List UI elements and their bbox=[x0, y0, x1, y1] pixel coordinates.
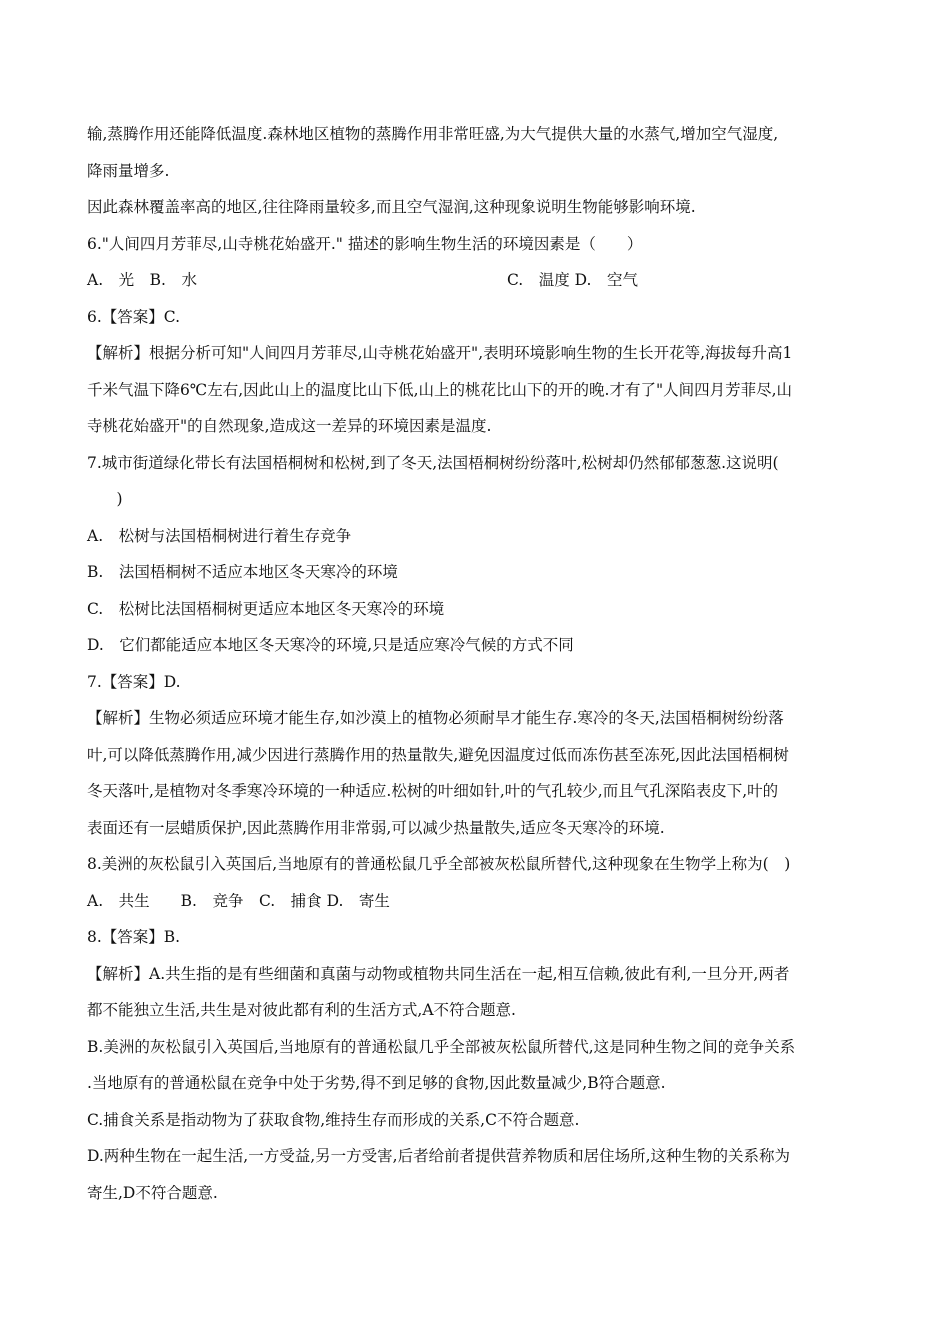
q6-analysis-line-2: 千米气温下降6℃左右,因此山上的温度比山下低,山上的桃花比山下的开的晚.才有了"人间四月芳菲尽,山 bbox=[87, 380, 793, 399]
q8-analysis-line-6: D.两种生物在一起生活,一方受益,另一方受害,后者给前者提供营养物质和居住场所,这种生物的关系称为 bbox=[87, 1147, 791, 1165]
q7-option-b: B. 法国梧桐树不适应本地区冬天寒冷的环境 bbox=[87, 563, 398, 581]
q8-analysis-line-5: C.捕食关系是指动物为了获取食物,维持生存而形成的关系,C不符合题意. bbox=[87, 1110, 580, 1129]
q7-stem-line-1: 7.城市街道绿化带长有法国梧桐树和松树,到了冬天,法国梧桐树纷纷落叶,松树却仍然郁郁葱葱.这说明( bbox=[87, 453, 779, 472]
q7-analysis-line-1: 【解析】生物必须适应环境才能生存,如沙漠上的植物必须耐旱才能生存.寒冷的冬天,法国梧桐树纷纷落 bbox=[87, 709, 784, 727]
q6-options bbox=[87, 268, 870, 293]
intro-line-3: 因此森林覆盖率高的地区,往往降雨量较多,而且空气湿润,这种现象说明生物能够影响环境. bbox=[87, 198, 696, 216]
intro-line-2: 降雨量增多. bbox=[87, 161, 170, 180]
q7-option-a: A. 松树与法国梧桐树进行着生存竞争 bbox=[87, 526, 352, 545]
q6-options-right: C. 温度 D. 空气 bbox=[507, 271, 638, 289]
q6-analysis-line-1: 【解析】根据分析可知"人间四月芳菲尽,山寺桃花始盛开",表明环境影响生物的生长开花等,海拔每升高1 bbox=[87, 344, 793, 362]
q7-stem-line-2: ) bbox=[101, 490, 123, 508]
q8-analysis-line-1: 【解析】A.共生指的是有些细菌和真菌与动物或植物共同生活在一起,相互信赖,彼此有利,一旦分开,两者 bbox=[87, 964, 790, 983]
q8-options: A. 共生 B. 竞争 C. 捕食 D. 寄生 bbox=[87, 891, 390, 910]
q7-option-c: C. 松树比法国梧桐树更适应本地区冬天寒冷的环境 bbox=[87, 599, 445, 618]
q8-stem: 8.美洲的灰松鼠引入英国后,当地原有的普通松鼠几乎全部被灰松鼠所替代,这种现象在生物学上称为( ) bbox=[87, 855, 791, 873]
q8-answer: 8.【答案】B. bbox=[87, 928, 181, 946]
q6-answer: 6.【答案】C. bbox=[87, 307, 181, 326]
q8-analysis-line-4: .当地原有的普通松鼠在竞争中处于劣势,得不到足够的食物,因此数量减少,B符合题意. bbox=[87, 1074, 666, 1092]
q6-options-left: A. 光 B. 水 bbox=[87, 271, 197, 289]
intro-line-1: 输,蒸腾作用还能降低温度.森林地区植物的蒸腾作用非常旺盛,为大气提供大量的水蒸气,增加空气湿度, bbox=[87, 125, 779, 143]
q7-analysis-line-4: 表面还有一层蜡质保护,因此蒸腾作用非常弱,可以减少热量散失,适应冬天寒冷的环境. bbox=[87, 818, 665, 837]
q7-answer: 7.【答案】D. bbox=[87, 672, 181, 691]
q7-analysis-line-2: 叶,可以降低蒸腾作用,减少因进行蒸腾作用的热量散失,避免因温度过低而冻伤甚至冻死,因此法国梧桐树 bbox=[87, 745, 789, 764]
q7-analysis-line-3: 冬天落叶,是植物对冬季寒冷环境的一种适应.松树的叶细如针,叶的气孔较少,而且气孔深陷表皮下,叶的 bbox=[87, 782, 779, 800]
q7-option-d: D. 它们都能适应本地区冬天寒冷的环境,只是适应寒冷气候的方式不同 bbox=[87, 636, 574, 654]
q8-analysis-line-7: 寄生,D不符合题意. bbox=[87, 1183, 218, 1202]
q8-analysis-line-3: B.美洲的灰松鼠引入英国后,当地原有的普通松鼠几乎全部被灰松鼠所替代,这是同种生物之间的竞争关系 bbox=[87, 1037, 796, 1056]
q6-stem: 6."人间四月芳菲尽,山寺桃花始盛开." 描述的影响生物生活的环境因素是（ ） bbox=[87, 234, 643, 253]
q8-analysis-line-2: 都不能独立生活,共生是对彼此都有利的生活方式,A不符合题意. bbox=[87, 1001, 516, 1019]
q6-analysis-line-3: 寺桃花始盛开"的自然现象,造成这一差异的环境因素是温度. bbox=[87, 417, 492, 435]
